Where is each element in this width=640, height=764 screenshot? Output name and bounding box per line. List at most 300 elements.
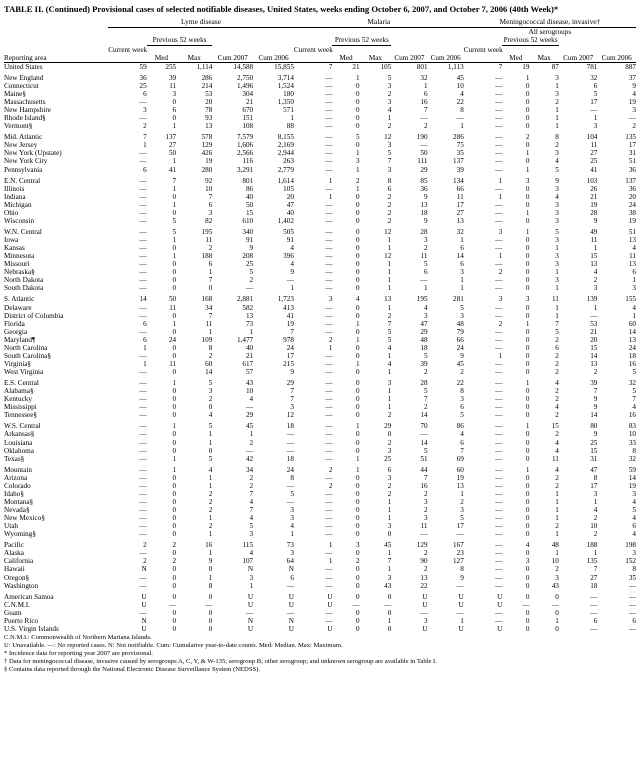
row-cell: 66 bbox=[456, 335, 464, 344]
row-cell: 1 bbox=[249, 430, 254, 439]
row-cell: — bbox=[495, 208, 503, 217]
row-cell: 2 bbox=[632, 122, 636, 131]
row-cell: 2 bbox=[172, 557, 177, 566]
row-cell: 5 bbox=[208, 454, 213, 463]
table-row bbox=[4, 557, 636, 565]
row-cell: 5 bbox=[555, 327, 559, 336]
row-cell: 9 bbox=[632, 81, 636, 90]
row-cell: 1,606 bbox=[236, 141, 254, 150]
row-cell: 0 bbox=[172, 268, 177, 277]
row-cell: 4 bbox=[249, 549, 254, 558]
row-cell: 79 bbox=[456, 327, 464, 336]
row-reporting-area: New York (Upstate) bbox=[4, 149, 62, 158]
row-cell: 9 bbox=[208, 557, 213, 566]
table-row bbox=[4, 236, 636, 244]
row-cell: — bbox=[325, 395, 333, 404]
row-cell: 15,855 bbox=[253, 62, 294, 71]
row-cell: 134 bbox=[453, 176, 464, 185]
row-cell: 51 bbox=[628, 227, 636, 236]
row-cell: U bbox=[422, 624, 428, 633]
row-cell: 3,714 bbox=[277, 73, 294, 82]
row-cell: — bbox=[495, 276, 503, 285]
row-cell: 3 bbox=[387, 522, 392, 531]
table-row bbox=[4, 260, 636, 268]
row-cell: 167 bbox=[453, 541, 464, 550]
row-cell: 0 bbox=[356, 106, 360, 115]
row-reporting-area: New Jersey bbox=[4, 141, 38, 150]
table-row bbox=[4, 228, 636, 236]
row-cell: 0 bbox=[356, 81, 360, 90]
row-cell: 1 bbox=[555, 106, 559, 115]
row-cell: — bbox=[325, 303, 333, 312]
row-reporting-area: W.N. Central bbox=[4, 227, 42, 236]
row-cell: 7 bbox=[208, 276, 213, 285]
row-cell: — bbox=[205, 600, 213, 609]
row-cell: — bbox=[420, 608, 428, 617]
header-prev52-malaria: Previous 52 weeks bbox=[334, 36, 389, 45]
row-cell: 0 bbox=[356, 581, 360, 590]
row-cell: 135 bbox=[625, 133, 636, 142]
row-cell: 3 bbox=[555, 200, 559, 209]
row-cell: 0 bbox=[208, 592, 213, 601]
row-cell: 11 bbox=[551, 295, 559, 304]
row-cell: 16 bbox=[420, 481, 428, 490]
row-cell: 1 bbox=[632, 276, 636, 285]
row-cell: 2 bbox=[387, 311, 392, 320]
row-cell: 670 bbox=[242, 106, 254, 115]
table-row bbox=[4, 177, 636, 185]
row-cell: — bbox=[325, 106, 333, 115]
row-cell: N bbox=[247, 565, 254, 574]
row-cell: 0 bbox=[356, 506, 360, 515]
row-cell: 1,350 bbox=[277, 98, 294, 107]
row-cell: 3 bbox=[387, 473, 392, 482]
row-cell: 5 bbox=[249, 268, 254, 277]
table-row bbox=[4, 625, 636, 633]
row-reporting-area: Missouri bbox=[4, 260, 30, 269]
row-reporting-area: C.N.M.I. bbox=[4, 600, 30, 609]
row-cell: 48 bbox=[420, 335, 428, 344]
row-cell: — bbox=[495, 573, 503, 582]
row-cell: 1 bbox=[172, 236, 177, 245]
row-cell: 5 bbox=[249, 522, 254, 531]
row-cell: 6 bbox=[172, 106, 177, 115]
row-cell: 78 bbox=[205, 106, 213, 115]
row-cell: 0 bbox=[356, 244, 360, 253]
row-cell: — bbox=[628, 624, 636, 633]
row-cell: 396 bbox=[283, 252, 294, 261]
row-cell: 1 bbox=[423, 284, 428, 293]
row-cell: 10 bbox=[551, 557, 559, 566]
table-row bbox=[4, 295, 636, 303]
row-cell: — bbox=[139, 184, 147, 193]
row-cell: 4 bbox=[423, 303, 428, 312]
row-cell: 69 bbox=[456, 454, 464, 463]
row-cell: 41 bbox=[168, 165, 177, 174]
row-cell: 1 bbox=[356, 465, 360, 474]
row-cell: 2 bbox=[460, 497, 464, 506]
row-cell: 47 bbox=[286, 200, 294, 209]
row-cell: 0 bbox=[525, 403, 530, 412]
row-cell: 2 bbox=[423, 368, 428, 377]
row-cell: N bbox=[247, 616, 254, 625]
row-cell: — bbox=[495, 549, 503, 558]
row-cell: 0 bbox=[356, 403, 360, 412]
row-cell: 0 bbox=[356, 530, 360, 539]
row-cell: 73 bbox=[286, 541, 294, 550]
row-cell: 1 bbox=[525, 422, 530, 431]
row-cell: 1 bbox=[498, 176, 503, 185]
row-cell: 59 bbox=[628, 465, 636, 474]
row-cell: 5 bbox=[460, 514, 464, 523]
table-row bbox=[4, 379, 636, 387]
row-cell: — bbox=[352, 600, 360, 609]
row-cell: 13 bbox=[384, 295, 392, 304]
row-cell: — bbox=[495, 133, 503, 142]
table-row bbox=[4, 549, 636, 557]
row-cell: 4 bbox=[387, 359, 392, 368]
row-cell: 255 bbox=[147, 62, 176, 71]
row-cell: 8 bbox=[555, 133, 559, 142]
row-cell: U bbox=[141, 600, 147, 609]
row-cell: 4 bbox=[208, 465, 213, 474]
row-cell: 7 bbox=[290, 395, 294, 404]
table-row bbox=[4, 387, 636, 395]
row-cell: 9 bbox=[423, 216, 428, 225]
row-cell: 2 bbox=[423, 549, 428, 558]
row-reporting-area: Puerto Rico bbox=[4, 616, 39, 625]
row-cell: 3 bbox=[632, 284, 636, 293]
row-cell: 0 bbox=[387, 530, 392, 539]
row-cell: — bbox=[325, 284, 333, 293]
row-cell: 7 bbox=[294, 62, 333, 71]
header-group-malaria: Malaria bbox=[367, 16, 391, 26]
row-reporting-area: West Virginia bbox=[4, 368, 44, 377]
row-cell: 17 bbox=[590, 98, 598, 107]
row-cell: 0 bbox=[172, 351, 177, 360]
row-cell: 14,588 bbox=[212, 62, 253, 71]
row-reporting-area: Mississippi bbox=[4, 403, 37, 412]
row-cell: 0 bbox=[525, 581, 530, 590]
row-cell: — bbox=[245, 403, 254, 412]
row-cell: 0 bbox=[208, 624, 213, 633]
row-cell: 3 bbox=[632, 106, 636, 115]
row-cell: — bbox=[495, 200, 503, 209]
row-cell: 6 bbox=[460, 438, 464, 447]
row-cell: — bbox=[495, 236, 503, 245]
row-cell: 5 bbox=[423, 446, 428, 455]
row-cell: — bbox=[495, 430, 503, 439]
row-reporting-area: Texas§ bbox=[4, 454, 25, 463]
row-cell: 9 bbox=[593, 395, 598, 404]
row-cell: — bbox=[139, 481, 147, 490]
row-cell: — bbox=[495, 98, 503, 107]
row-cell: 8 bbox=[290, 473, 294, 482]
row-cell: 6 bbox=[460, 260, 464, 269]
row-cell: 3 bbox=[460, 506, 464, 515]
table-row bbox=[4, 157, 636, 165]
header-subgroup-row bbox=[4, 28, 636, 37]
row-cell: 25 bbox=[139, 81, 147, 90]
row-cell: 887 bbox=[597, 62, 636, 71]
table-row bbox=[4, 506, 636, 514]
table-row bbox=[4, 530, 636, 538]
table-row bbox=[4, 252, 636, 260]
row-cell: 34 bbox=[205, 303, 213, 312]
row-cell: — bbox=[325, 200, 333, 209]
row-cell: — bbox=[325, 359, 333, 368]
row-cell: 781 bbox=[559, 62, 598, 71]
row-cell: 139 bbox=[586, 295, 598, 304]
row-cell: — bbox=[139, 303, 147, 312]
row-cell: 3 bbox=[555, 89, 559, 98]
row-cell: 40 bbox=[245, 192, 254, 201]
row-cell: 5 bbox=[423, 260, 428, 269]
row-cell: 3 bbox=[555, 252, 559, 261]
table-row bbox=[4, 185, 636, 193]
row-cell: 37 bbox=[628, 73, 636, 82]
row-cell: — bbox=[139, 497, 147, 506]
row-cell: 4 bbox=[632, 403, 636, 412]
row-cell: — bbox=[456, 530, 464, 539]
row-cell: 0 bbox=[356, 141, 360, 150]
row-cell: 0 bbox=[172, 565, 177, 574]
row-cell: 2,566 bbox=[236, 149, 254, 158]
row-cell: 18 bbox=[420, 208, 428, 217]
row-cell: 0 bbox=[172, 497, 177, 506]
row-cell: 0 bbox=[525, 481, 530, 490]
row-cell: 0 bbox=[525, 411, 530, 420]
row-cell: 2 bbox=[208, 506, 213, 515]
row-cell: 1 bbox=[387, 549, 392, 558]
row-cell: 4 bbox=[356, 295, 360, 304]
row-cell: — bbox=[495, 411, 503, 420]
row-cell: 2 bbox=[387, 89, 392, 98]
row-cell: 2 bbox=[208, 497, 213, 506]
row-cell: 3 bbox=[593, 489, 598, 498]
row-cell: 304 bbox=[242, 89, 254, 98]
header-cum2007-malaria: Cum 2007 bbox=[394, 53, 425, 62]
row-reporting-area: Mid. Atlantic bbox=[4, 133, 43, 142]
row-cell: 617 bbox=[242, 359, 254, 368]
row-cell: 1 bbox=[172, 465, 177, 474]
row-cell: 0 bbox=[356, 387, 360, 396]
row-cell: 36 bbox=[628, 184, 636, 193]
row-cell: 1 bbox=[525, 149, 530, 158]
row-cell: 8 bbox=[632, 446, 636, 455]
row-cell: 51 bbox=[420, 454, 428, 463]
row-cell: 1 bbox=[555, 530, 559, 539]
table-row bbox=[4, 482, 636, 490]
row-cell: 4 bbox=[525, 541, 530, 550]
row-cell: 3 bbox=[143, 106, 147, 115]
row-cell: U bbox=[247, 592, 254, 601]
row-cell: 180 bbox=[283, 89, 294, 98]
row-cell: 0 bbox=[525, 141, 530, 150]
row-cell: — bbox=[495, 506, 503, 515]
row-cell: 5 bbox=[460, 303, 464, 312]
row-cell: 1 bbox=[172, 454, 177, 463]
row-cell: 195 bbox=[416, 295, 428, 304]
row-cell: 1 bbox=[555, 122, 559, 131]
row-cell: 215 bbox=[283, 359, 294, 368]
row-cell: 11 bbox=[420, 252, 428, 261]
row-cell: 75 bbox=[456, 141, 464, 150]
row-cell: — bbox=[495, 368, 503, 377]
row-cell: 0 bbox=[356, 430, 360, 439]
row-cell: 5 bbox=[423, 351, 428, 360]
row-cell: 1 bbox=[172, 122, 177, 131]
row-cell: — bbox=[286, 430, 294, 439]
row-cell: 42 bbox=[245, 454, 254, 463]
row-cell: 0 bbox=[172, 327, 177, 336]
row-cell: 1 bbox=[525, 208, 530, 217]
row-cell: — bbox=[139, 311, 147, 320]
row-cell: 12 bbox=[384, 227, 392, 236]
row-cell: 2 bbox=[555, 141, 559, 150]
row-cell: — bbox=[139, 549, 147, 558]
row-cell: 21 bbox=[332, 62, 359, 71]
row-cell: 50 bbox=[420, 149, 428, 158]
row-cell: 13 bbox=[205, 122, 213, 131]
table-row bbox=[4, 490, 636, 498]
row-cell: — bbox=[495, 216, 503, 225]
row-cell: 1 bbox=[460, 489, 464, 498]
row-cell: 0 bbox=[525, 157, 530, 166]
row-cell: 5 bbox=[593, 89, 598, 98]
row-cell: 8 bbox=[593, 473, 598, 482]
row-cell: 5 bbox=[208, 422, 213, 431]
footnote-line: † Data for meningococcal disease, invasive caused by serogroups A, C, Y, & W-135; serogroup B; other serogroup; and unknown serogroup are available in Table I. bbox=[4, 657, 437, 665]
row-cell: 7 bbox=[423, 106, 428, 115]
table-row bbox=[4, 82, 636, 90]
table-row bbox=[4, 244, 636, 252]
row-reporting-area: California bbox=[4, 557, 34, 566]
row-cell: 9 bbox=[423, 192, 428, 201]
row-cell: — bbox=[495, 106, 503, 115]
row-cell: — bbox=[139, 430, 147, 439]
row-cell: 3 bbox=[423, 616, 428, 625]
row-cell: 16 bbox=[205, 541, 213, 550]
row-cell: 91 bbox=[286, 236, 294, 245]
row-cell: 151 bbox=[242, 114, 254, 123]
row-cell: 7 bbox=[387, 557, 392, 566]
row-cell: 1,524 bbox=[277, 81, 294, 90]
row-cell: 28 bbox=[420, 227, 428, 236]
table-row bbox=[4, 455, 636, 463]
row-cell: 3 bbox=[525, 295, 530, 304]
row-cell: 6 bbox=[143, 89, 147, 98]
row-cell: 0 bbox=[356, 592, 360, 601]
row-cell: 1 bbox=[555, 489, 559, 498]
row-cell: 1 bbox=[328, 343, 333, 352]
row-cell: 14 bbox=[420, 411, 428, 420]
row-reporting-area: Massachusetts bbox=[4, 98, 46, 107]
row-cell: — bbox=[325, 368, 333, 377]
row-cell: — bbox=[286, 446, 294, 455]
row-cell: 48 bbox=[551, 541, 559, 550]
table-row bbox=[4, 430, 636, 438]
row-cell: 5 bbox=[387, 327, 392, 336]
row-reporting-area: W.S. Central bbox=[4, 422, 41, 431]
row-reporting-area: Tennessee§ bbox=[4, 411, 38, 420]
row-cell: 6 bbox=[143, 165, 147, 174]
row-cell: 3 bbox=[328, 295, 333, 304]
row-cell: 2 bbox=[555, 430, 559, 439]
row-cell: 116 bbox=[242, 157, 254, 166]
row-cell: 0 bbox=[172, 260, 177, 269]
header-group-row bbox=[4, 18, 636, 26]
row-cell: 32 bbox=[590, 73, 598, 82]
row-cell: 7 bbox=[249, 506, 254, 515]
row-cell: — bbox=[245, 446, 254, 455]
row-reporting-area: Nevada§ bbox=[4, 506, 30, 515]
row-cell: — bbox=[628, 608, 636, 617]
row-cell: 801 bbox=[242, 176, 254, 185]
row-cell: — bbox=[286, 497, 294, 506]
row-cell: 168 bbox=[201, 295, 213, 304]
row-cell: 2 bbox=[208, 351, 213, 360]
row-cell: 105 bbox=[360, 62, 392, 71]
row-cell: 11 bbox=[590, 141, 598, 150]
row-cell: 0 bbox=[525, 359, 530, 368]
row-cell: — bbox=[139, 465, 147, 474]
row-reporting-area: United States bbox=[4, 62, 108, 71]
row-cell: 5 bbox=[555, 227, 559, 236]
row-cell: 0 bbox=[356, 438, 360, 447]
row-cell: 2 bbox=[208, 395, 213, 404]
row-cell: 4 bbox=[387, 106, 392, 115]
row-cell: 0 bbox=[172, 411, 177, 420]
table-row bbox=[4, 166, 636, 174]
row-cell: 4 bbox=[593, 268, 598, 277]
row-cell: 4 bbox=[555, 446, 559, 455]
row-cell: 129 bbox=[416, 541, 428, 550]
row-cell: — bbox=[495, 446, 503, 455]
row-cell: 190 bbox=[416, 133, 428, 142]
row-cell: 0 bbox=[208, 616, 213, 625]
row-cell: — bbox=[495, 165, 503, 174]
row-cell: 32 bbox=[628, 379, 636, 388]
row-cell: — bbox=[495, 473, 503, 482]
row-cell: — bbox=[495, 244, 503, 253]
row-cell: 0 bbox=[387, 592, 392, 601]
row-cell: 1 bbox=[172, 422, 177, 431]
row-cell: 2 bbox=[423, 403, 428, 412]
row-cell: 20 bbox=[205, 98, 213, 107]
row-cell: 3 bbox=[249, 573, 254, 582]
row-cell: 3 bbox=[208, 387, 213, 396]
row-cell: — bbox=[495, 141, 503, 150]
row-cell: 2 bbox=[423, 489, 428, 498]
row-cell: 4 bbox=[208, 411, 213, 420]
row-cell: 281 bbox=[453, 295, 464, 304]
row-cell: 29 bbox=[286, 379, 294, 388]
row-cell: 1 bbox=[387, 244, 392, 253]
row-reporting-area: Wisconsin bbox=[4, 216, 35, 225]
row-cell: 280 bbox=[201, 165, 213, 174]
row-cell: 6 bbox=[593, 616, 598, 625]
row-cell: — bbox=[286, 276, 294, 285]
row-cell: 0 bbox=[356, 227, 360, 236]
row-cell: 1 bbox=[290, 114, 294, 123]
row-cell: U bbox=[422, 592, 428, 601]
row-cell: 1,614 bbox=[277, 176, 294, 185]
row-cell: 5 bbox=[387, 73, 392, 82]
row-cell: 1 bbox=[208, 438, 213, 447]
row-cell: 3 bbox=[387, 141, 392, 150]
row-cell: 1 bbox=[208, 514, 213, 523]
